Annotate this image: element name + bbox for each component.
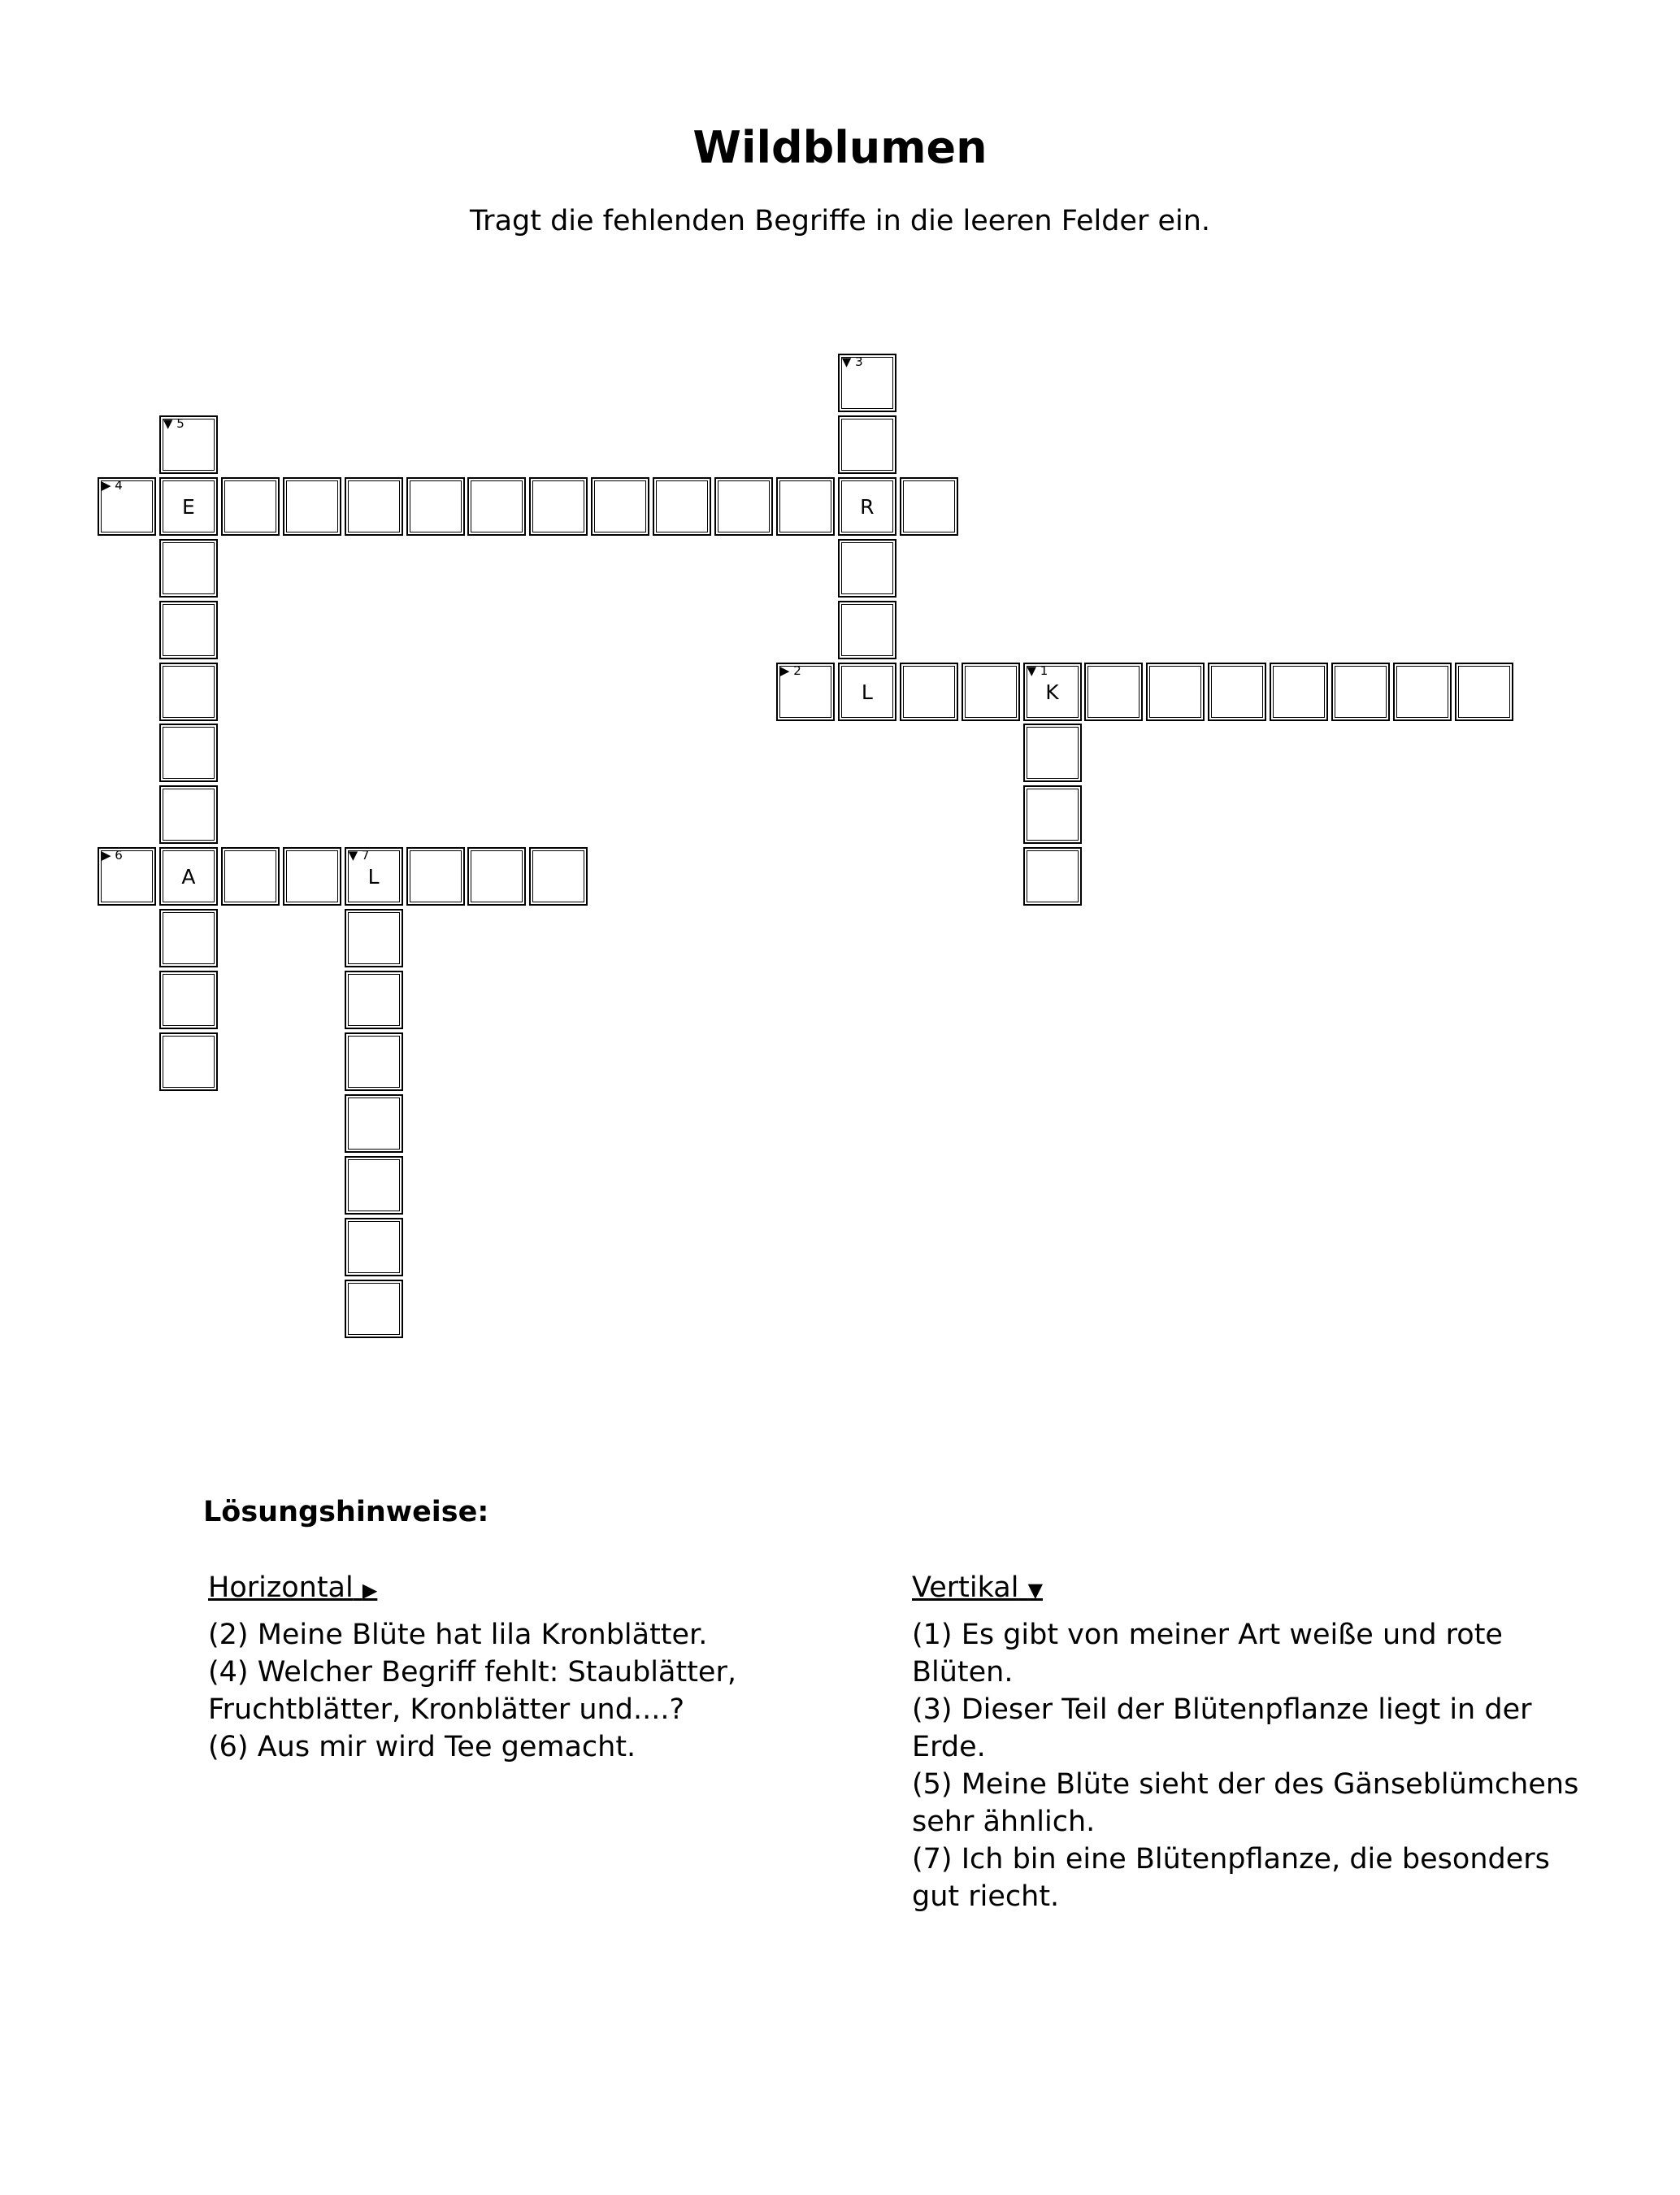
crossword-cell[interactable]: [345, 477, 403, 536]
vertical-heading: [912, 1569, 1587, 1609]
crossword-cell[interactable]: [159, 539, 218, 598]
crossword-cell[interactable]: [467, 847, 526, 906]
horizontal-heading: [208, 1569, 777, 1609]
crossword-cell[interactable]: [1023, 663, 1082, 721]
crossword-cell[interactable]: [345, 847, 403, 906]
clue-number: ▼ 5: [163, 415, 184, 431]
crossword-cell[interactable]: [406, 477, 465, 536]
crossword-cell[interactable]: [1393, 663, 1452, 721]
crossword-cell[interactable]: [98, 847, 156, 906]
crossword-cell[interactable]: [159, 415, 218, 474]
clue-7: (7) Ich bin eine Blütenpflanze, die besonders gut riecht.: [912, 1843, 1550, 1913]
given-letter: K: [1045, 680, 1059, 704]
crossword-cell[interactable]: [159, 724, 218, 782]
instructions: Tragt die fehlenden Begriffe in die leeren Felder ein.: [469, 205, 1211, 237]
crossword-cell[interactable]: [159, 1032, 218, 1091]
crossword-cell[interactable]: [283, 847, 341, 906]
right-arrow-icon: ▶: [362, 1579, 378, 1602]
crossword-cell[interactable]: [838, 539, 896, 598]
clue-3: (3) Dieser Teil der Blütenpflanze liegt in der Erde.: [912, 1693, 1532, 1763]
crossword-cell[interactable]: [529, 847, 588, 906]
crossword-cell[interactable]: [838, 601, 896, 659]
hints-title: Lösungshinweise:: [203, 1496, 489, 1528]
crossword-cell[interactable]: [467, 477, 526, 536]
crossword-cell[interactable]: [653, 477, 711, 536]
vertical-clues: [912, 1569, 1587, 1915]
crossword-cell[interactable]: [159, 909, 218, 967]
clue-2: (2) Meine Blüte hat lila Kronblätter.: [208, 1619, 708, 1651]
crossword-cell[interactable]: [714, 477, 773, 536]
clue-6: (6) Aus mir wird Tee gemacht.: [208, 1731, 636, 1763]
crossword-cell[interactable]: [1455, 663, 1513, 721]
crossword-cell[interactable]: [406, 847, 465, 906]
crossword-cell[interactable]: [838, 663, 896, 721]
page-title: Wildblumen: [692, 122, 988, 173]
horizontal-heading-label: Horizontal: [208, 1571, 354, 1604]
crossword-cell[interactable]: [345, 1032, 403, 1091]
crossword-cell[interactable]: [1270, 663, 1328, 721]
crossword-cell[interactable]: [159, 601, 218, 659]
crossword-cell[interactable]: [345, 1218, 403, 1276]
crossword-cell[interactable]: [345, 1156, 403, 1215]
crossword-cell[interactable]: [838, 415, 896, 474]
clue-number: ▶ 2: [779, 663, 801, 678]
crossword-cell[interactable]: [159, 477, 218, 536]
crossword-cell[interactable]: [962, 663, 1020, 721]
crossword-cell[interactable]: [776, 477, 835, 536]
crossword-cell[interactable]: [159, 785, 218, 844]
crossword-cell[interactable]: [776, 663, 835, 721]
crossword-cell[interactable]: [1146, 663, 1205, 721]
crossword-cell[interactable]: [159, 847, 218, 906]
clue-number: ▶ 4: [102, 477, 123, 493]
crossword-cell[interactable]: [98, 477, 156, 536]
crossword-cell[interactable]: [221, 847, 280, 906]
down-arrow-icon: ▼: [1027, 1579, 1044, 1602]
crossword-cell[interactable]: [221, 477, 280, 536]
clue-4: (4) Welcher Begriff fehlt: Staublätter, Fruchtblätter, Kronblätter und....?: [208, 1656, 736, 1726]
crossword-cell[interactable]: [1023, 785, 1082, 844]
clue-number: ▼ 7: [348, 848, 370, 863]
crossword-cell[interactable]: [159, 663, 218, 721]
crossword-cell[interactable]: [345, 909, 403, 967]
crossword-cell[interactable]: [283, 477, 341, 536]
horizontal-clues: [208, 1569, 777, 1766]
crossword-cell[interactable]: [345, 1094, 403, 1153]
given-letter: A: [181, 865, 196, 889]
given-letter: L: [367, 865, 380, 889]
crossword-cell[interactable]: [345, 971, 403, 1029]
crossword-cell[interactable]: [1023, 847, 1082, 906]
given-letter: E: [181, 494, 195, 519]
crossword-cell[interactable]: [1084, 663, 1143, 721]
given-letter: R: [860, 494, 875, 519]
vertical-heading-label: Vertikal: [912, 1571, 1019, 1604]
crossword-cell[interactable]: [159, 971, 218, 1029]
crossword-cell[interactable]: [900, 663, 958, 721]
crossword-cell[interactable]: [838, 354, 896, 412]
clue-5: (5) Meine Blüte sieht der des Gänseblümchens sehr ähnlich.: [912, 1768, 1579, 1838]
crossword-cell[interactable]: [838, 477, 896, 536]
given-letter: L: [861, 680, 873, 704]
crossword-cell[interactable]: [529, 477, 588, 536]
crossword-cell[interactable]: [591, 477, 649, 536]
crossword-cell[interactable]: [900, 477, 958, 536]
crossword-cell[interactable]: [1208, 663, 1266, 721]
crossword-cell[interactable]: [345, 1280, 403, 1338]
crossword-cell[interactable]: [1023, 724, 1082, 782]
clue-number: ▼ 3: [841, 354, 863, 369]
clue-number: ▶ 6: [102, 848, 123, 863]
clue-number: ▼ 1: [1027, 663, 1048, 678]
clue-1: (1) Es gibt von meiner Art weiße und rote Blüten.: [912, 1619, 1503, 1689]
crossword-cell[interactable]: [1331, 663, 1390, 721]
